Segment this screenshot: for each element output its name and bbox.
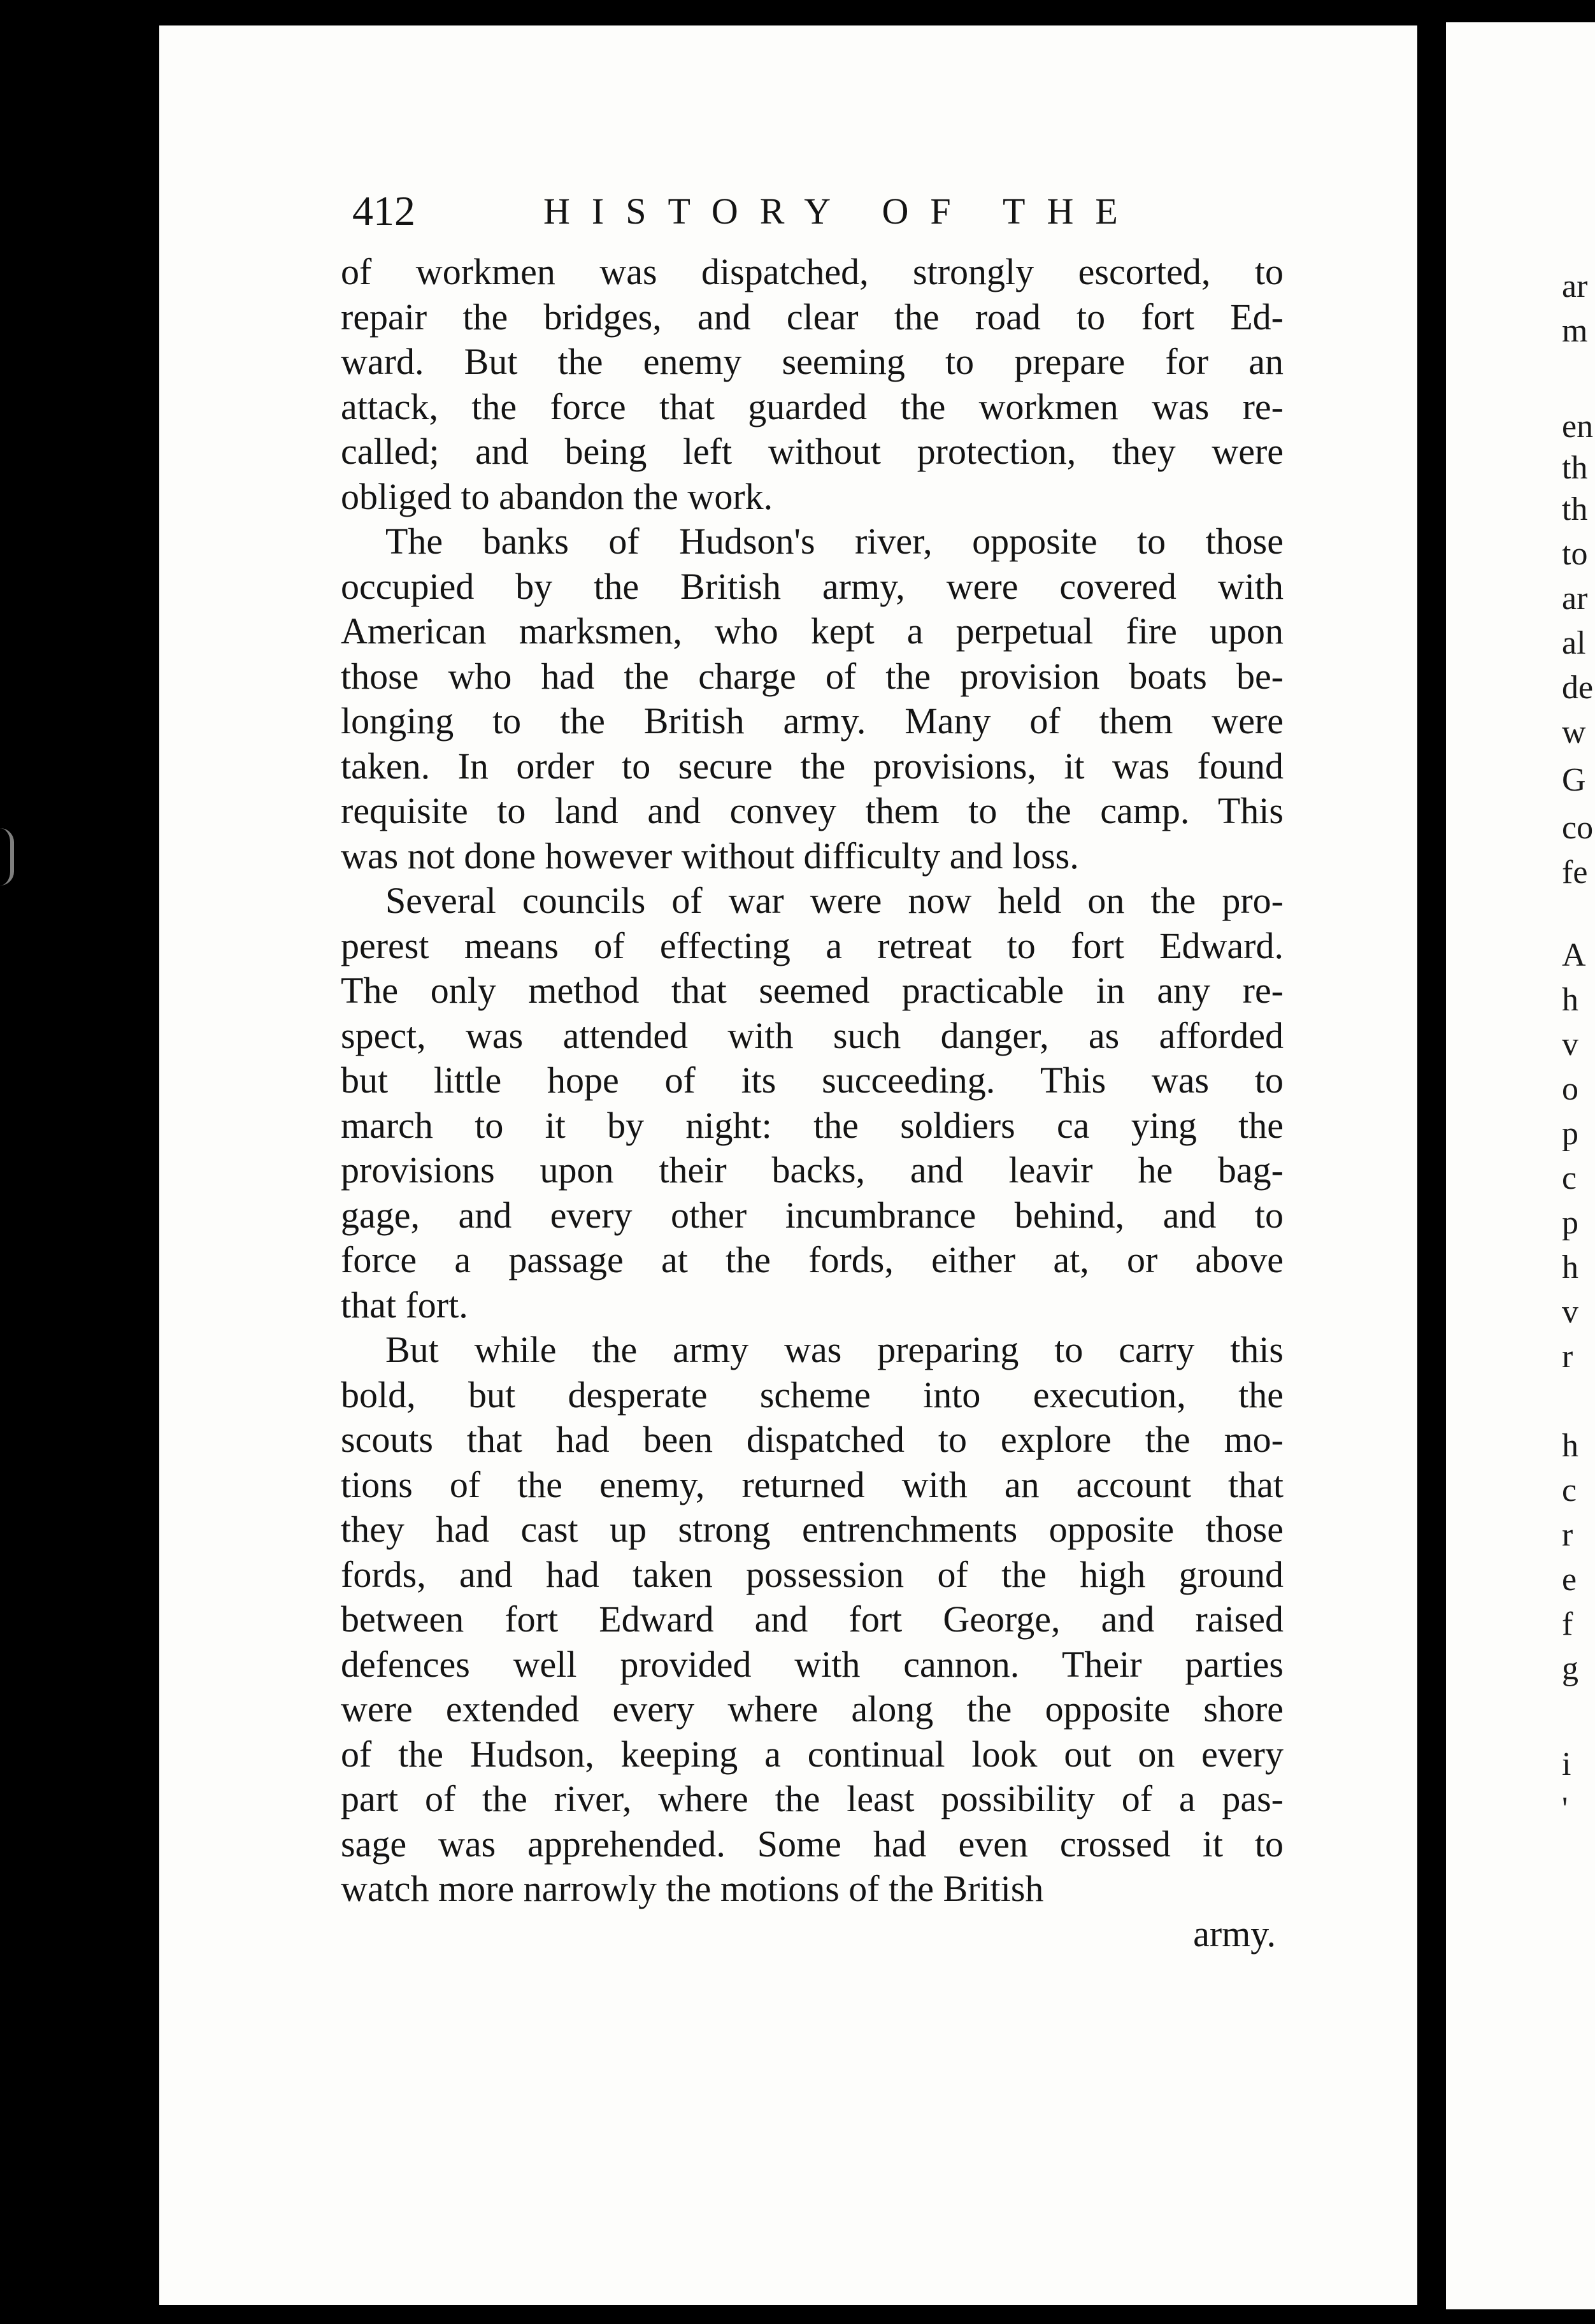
facing-page-fragment: v — [1562, 1026, 1578, 1063]
text-line: obliged to abandon the work. — [341, 475, 773, 517]
facing-page-fragment: fe — [1562, 854, 1588, 891]
facing-page-fragment: g — [1562, 1651, 1578, 1687]
text-line: ward. But the enemy seeming to prepare for an — [341, 341, 1284, 382]
text-line: called; and being left without protection, they were — [341, 431, 1284, 472]
text-line: was not done however without difficulty and loss. — [341, 835, 1079, 877]
text-line: watch more narrowly the motions of the British — [341, 1868, 1044, 1909]
text-line: The banks of Hudson's river, opposite to those — [385, 520, 1284, 562]
facing-page-fragment: h — [1562, 982, 1578, 1018]
facing-page-fragment: i — [1562, 1746, 1571, 1782]
facing-page-fragment: h — [1562, 1428, 1578, 1464]
text-line: But while the army was preparing to carry this — [385, 1329, 1284, 1370]
text-line: part of the river, where the least possibility of a pas- — [341, 1778, 1284, 1819]
text-line: spect, was attended with such danger, as afforded — [341, 1014, 1284, 1056]
facing-page-fragment: r — [1562, 1338, 1573, 1375]
text-line: perest means of effecting a retreat to fort Edward. — [341, 924, 1284, 966]
page-number: 412 — [352, 188, 415, 234]
text-line: longing to the British army. Many of them were — [341, 700, 1284, 742]
text-line: repair the bridges, and clear the road to fort Ed- — [341, 296, 1284, 338]
facing-page-fragment: co — [1562, 810, 1594, 846]
facing-page-fragment: de — [1562, 670, 1594, 706]
facing-page-fragment: G — [1562, 762, 1586, 798]
text-line: sage was apprehended. Some had even crossed it to — [341, 1823, 1284, 1865]
facing-page-fragment: al — [1562, 625, 1586, 661]
body-text — [341, 250, 1284, 1956]
facing-page-fragment: ' — [1562, 1791, 1568, 1827]
facing-page-fragment: en — [1562, 408, 1594, 445]
text-line: tions of the enemy, returned with an account that — [341, 1463, 1284, 1505]
facing-page-fragment: r — [1562, 1517, 1573, 1553]
catchword: army. — [1193, 1912, 1276, 1955]
running-head: HISTORY OF THE — [543, 190, 1140, 232]
facing-page-fragment: v — [1562, 1294, 1578, 1330]
text-line: defences well provided with cannon. Their parties — [341, 1643, 1284, 1685]
text-line: between fort Edward and fort George, and raised — [341, 1598, 1284, 1640]
text-line: march to it by night: the soldiers ca ying the — [341, 1104, 1284, 1146]
text-line: were extended every where along the opposite shore — [341, 1688, 1284, 1730]
facing-page-fragment: h — [1562, 1249, 1578, 1286]
text-line: taken. In order to secure the provisions, it was found — [341, 745, 1284, 787]
text-line: of workmen was dispatched, strongly escorted, to — [341, 251, 1284, 292]
facing-page-fragment: p — [1562, 1115, 1578, 1152]
text-line: The only method that seemed practicable in any re- — [341, 970, 1284, 1011]
facing-page-fragment: th — [1562, 450, 1588, 486]
text-line: requisite to land and convey them to the camp. This — [341, 790, 1284, 831]
facing-page-fragment: e — [1562, 1561, 1577, 1598]
facing-page-fragment: f — [1562, 1606, 1573, 1642]
text-line: but little hope of its succeeding. This was to — [341, 1059, 1284, 1101]
facing-page-fragment: ar — [1562, 268, 1588, 305]
text-line: force a passage at the fords, either at, or above — [341, 1239, 1284, 1280]
facing-page-fragment: p — [1562, 1205, 1578, 1241]
text-line: attack, the force that guarded the workmen was re- — [341, 385, 1284, 427]
paragraph — [341, 519, 1284, 879]
facing-page-fragment: o — [1562, 1071, 1578, 1107]
text-line: they had cast up strong entrenchments opposite those — [341, 1509, 1284, 1550]
text-line: Several councils of war were now held on the pro- — [385, 880, 1284, 921]
text-line: bold, but desperate scheme into execution, the — [341, 1374, 1284, 1416]
text-line: that fort. — [341, 1284, 468, 1326]
facing-page-fragment: A — [1562, 937, 1586, 973]
paragraph — [341, 1328, 1284, 1912]
page-edge-mark — [0, 828, 14, 886]
facing-page-fragment: th — [1562, 491, 1588, 527]
facing-page-fragment: w — [1562, 714, 1586, 750]
text-line: provisions upon their backs, and leavir he bag- — [341, 1149, 1284, 1191]
facing-page-fragment: m — [1562, 313, 1588, 349]
paragraph — [341, 879, 1284, 1328]
text-line: fords, and had taken possession of the high ground — [341, 1553, 1284, 1595]
facing-page-fragment: ar — [1562, 580, 1588, 617]
text-line: occupied by the British army, were covered with — [341, 565, 1284, 607]
text-line: scouts that had been dispatched to explore the mo- — [341, 1419, 1284, 1460]
text-line: of the Hudson, keeping a continual look out on every — [341, 1733, 1284, 1775]
facing-page-fragment: c — [1562, 1160, 1577, 1196]
paragraph — [341, 250, 1284, 519]
facing-page-fragment: to — [1562, 536, 1588, 572]
text-line: those who had the charge of the provision boats be- — [341, 655, 1284, 697]
facing-page-fragment: c — [1562, 1472, 1577, 1509]
text-line: gage, and every other incumbrance behind, and to — [341, 1194, 1284, 1236]
page-header — [352, 186, 1282, 237]
text-line: American marksmen, who kept a perpetual fire upon — [341, 610, 1284, 652]
